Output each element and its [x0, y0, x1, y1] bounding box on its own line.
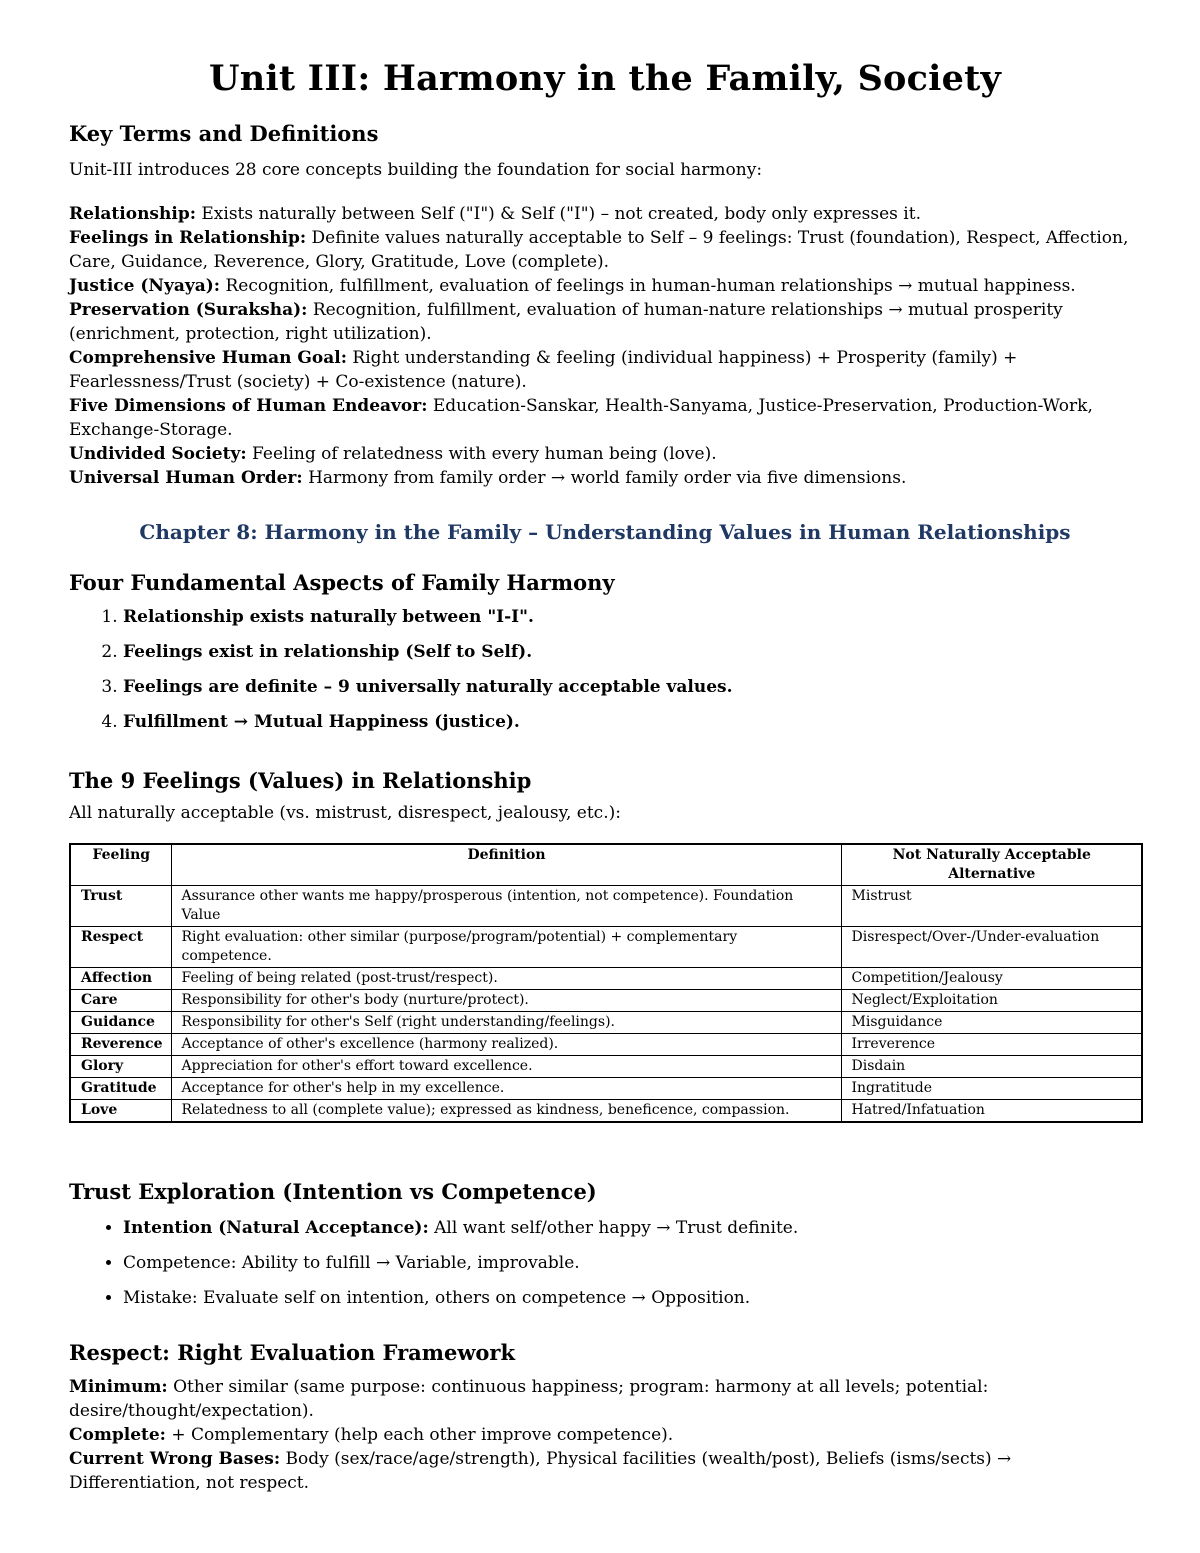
- definition-cell: Assurance other wants me happy/prosperous (intention, not competence). Foundation Value: [171, 886, 841, 927]
- table-row: [70, 886, 1142, 927]
- alternative-cell: Neglect/Exploitation: [841, 990, 1142, 1012]
- feelings-table: [69, 843, 1143, 1123]
- document-page: [69, 58, 1141, 1495]
- alternative-cell: Irreverence: [841, 1034, 1142, 1056]
- definition-text: Exists naturally between Self ("I") & Self ("I") – not created, body only expresses it.: [195, 204, 921, 224]
- definition-term: Five Dimensions of Human Endeavor:: [69, 396, 428, 416]
- definition-cell: Acceptance of other's excellence (harmony realized).: [171, 1034, 841, 1056]
- alternative-cell: Hatred/Infatuation: [841, 1100, 1142, 1123]
- alternative-cell: Misguidance: [841, 1012, 1142, 1034]
- list-item: [123, 1251, 1141, 1275]
- list-item: 2. Feelings exist in relationship (Self to Self).: [123, 640, 1141, 664]
- feeling-cell: Care: [70, 990, 171, 1012]
- definition-item: [69, 442, 1141, 466]
- trust-heading: Trust Exploration (Intention vs Competence): [69, 1179, 597, 1204]
- key-terms-intro: Unit-III introduces 28 core concepts building the foundation for social harmony:: [69, 160, 763, 180]
- table-row: [70, 927, 1142, 968]
- feelings-heading: The 9 Feelings (Values) in Relationship: [69, 768, 532, 793]
- definition-item: [69, 466, 1141, 490]
- respect-text: Other similar (same purpose: continuous happiness; program: harmony at all levels; potential: desire/thought/expectation).: [69, 1377, 989, 1421]
- table-row: [70, 1056, 1142, 1078]
- respect-item: [69, 1447, 1141, 1495]
- list-item: 4. Fulfillment → Mutual Happiness (justice).: [123, 710, 1141, 734]
- feeling-cell: Affection: [70, 968, 171, 990]
- feeling-cell: Guidance: [70, 1012, 171, 1034]
- list-item: 3. Feelings are definite – 9 universally naturally acceptable values.: [123, 675, 1141, 699]
- bullet-term: Intention (Natural Acceptance):: [123, 1218, 429, 1238]
- definition-cell: Responsibility for other's Self (right understanding/feelings).: [171, 1012, 841, 1034]
- definition-term: Undivided Society:: [69, 444, 247, 464]
- definition-text: Definite values naturally acceptable to Self – 9 feelings: Trust (foundation), Respect, Affection, Care, Guidance, Reverence, Glory, Gratitude, Love (complete).: [69, 228, 1129, 272]
- column-header: Definition: [171, 844, 841, 886]
- feeling-cell: Gratitude: [70, 1078, 171, 1100]
- bullet-text: Ability to fulfill → Variable, improvable.: [236, 1253, 580, 1273]
- bullet-text: All want self/other happy → Trust definite.: [428, 1218, 799, 1238]
- alternative-cell: Ingratitude: [841, 1078, 1142, 1100]
- definition-item: [69, 346, 1141, 394]
- key-terms-heading: Key Terms and Definitions: [69, 121, 379, 146]
- definition-term: Justice (Nyaya):: [69, 276, 221, 296]
- definition-item: [69, 394, 1141, 442]
- definition-text: Education-Sanskar, Health-Sanyama, Justice-Preservation, Production-Work, Exchange-Storage.: [69, 396, 1093, 440]
- respect-term: Minimum:: [69, 1377, 168, 1397]
- definition-item: [69, 202, 1141, 226]
- column-header: Feeling: [70, 844, 171, 886]
- page-title: Unit III: Harmony in the Family, Society: [209, 58, 1001, 99]
- feeling-cell: Reverence: [70, 1034, 171, 1056]
- chapter-heading: Chapter 8: Harmony in the Family – Understanding Values in Human Relationships: [139, 520, 1071, 544]
- respect-list: [69, 1375, 1141, 1495]
- definition-term: Feelings in Relationship:: [69, 228, 307, 248]
- feelings-intro: All naturally acceptable (vs. mistrust, disrespect, jealousy, etc.):: [69, 803, 621, 823]
- key-terms-list: [69, 202, 1141, 490]
- table-row: [70, 1078, 1142, 1100]
- table-row: [70, 968, 1142, 990]
- respect-term: Current Wrong Bases:: [69, 1449, 281, 1469]
- table-header-row: [70, 844, 1142, 886]
- column-header: Not Naturally Acceptable Alternative: [841, 844, 1142, 886]
- aspects-heading: Four Fundamental Aspects of Family Harmony: [69, 570, 615, 595]
- alternative-cell: Mistrust: [841, 886, 1142, 927]
- alternative-cell: Disrespect/Over-/Under-evaluation: [841, 927, 1142, 968]
- respect-item: [69, 1423, 1141, 1447]
- definition-term: Comprehensive Human Goal:: [69, 348, 348, 368]
- definition-cell: Acceptance for other's help in my excellence.: [171, 1078, 841, 1100]
- definition-text: Feeling of relatedness with every human being (love).: [246, 444, 717, 464]
- definition-cell: Relatedness to all (complete value); expressed as kindness, beneficence, compassion.: [171, 1100, 841, 1123]
- definition-term: Preservation (Suraksha):: [69, 300, 308, 320]
- definition-cell: Feeling of being related (post-trust/respect).: [171, 968, 841, 990]
- alternative-cell: Competition/Jealousy: [841, 968, 1142, 990]
- respect-text: + Complementary (help each other improve competence).: [165, 1425, 674, 1445]
- bullet-term: Competence:: [123, 1253, 237, 1273]
- bullet-text: Evaluate self on intention, others on competence → Opposition.: [197, 1288, 751, 1308]
- table-row: [70, 1100, 1142, 1123]
- respect-heading: Respect: Right Evaluation Framework: [69, 1340, 516, 1365]
- definition-text: Harmony from family order → world family order via five dimensions.: [302, 468, 907, 488]
- table-row: [70, 1012, 1142, 1034]
- definition-term: Relationship:: [69, 204, 196, 224]
- definition-text: Right understanding & feeling (individual happiness) + Prosperity (family) + Fearlessness/Trust (society) + Co-existence (nature).: [69, 348, 1018, 392]
- respect-term: Complete:: [69, 1425, 166, 1445]
- definition-cell: Right evaluation: other similar (purpose/program/potential) + complementary competence.: [171, 927, 841, 968]
- definition-item: [69, 274, 1141, 298]
- list-item: [123, 1286, 1141, 1310]
- list-item: [123, 1216, 1141, 1240]
- alternative-cell: Disdain: [841, 1056, 1142, 1078]
- feeling-cell: Love: [70, 1100, 171, 1123]
- definition-text: Recognition, fulfillment, evaluation of human-nature relationships → mutual prosperity (enrichment, protection, right utilization).: [69, 300, 1063, 344]
- list-item: 1. Relationship exists naturally between "I-I".: [123, 605, 1141, 629]
- definition-item: [69, 298, 1141, 346]
- feeling-cell: Trust: [70, 886, 171, 927]
- definition-cell: Appreciation for other's effort toward excellence.: [171, 1056, 841, 1078]
- feeling-cell: Respect: [70, 927, 171, 968]
- respect-item: [69, 1375, 1141, 1423]
- table-row: [70, 1034, 1142, 1056]
- respect-text: Body (sex/race/age/strength), Physical facilities (wealth/post), Beliefs (isms/sects) → Differentiation, not respect.: [69, 1449, 1012, 1493]
- definition-cell: Responsibility for other's body (nurture/protect).: [171, 990, 841, 1012]
- feeling-cell: Glory: [70, 1056, 171, 1078]
- bullet-term: Mistake:: [123, 1288, 198, 1308]
- table-row: [70, 990, 1142, 1012]
- definition-text: Recognition, fulfillment, evaluation of feelings in human-human relationships → mutual happiness.: [220, 276, 1076, 296]
- trust-list: [69, 1216, 1141, 1310]
- aspects-list: [69, 605, 1141, 734]
- definition-item: [69, 226, 1141, 274]
- definition-term: Universal Human Order:: [69, 468, 303, 488]
